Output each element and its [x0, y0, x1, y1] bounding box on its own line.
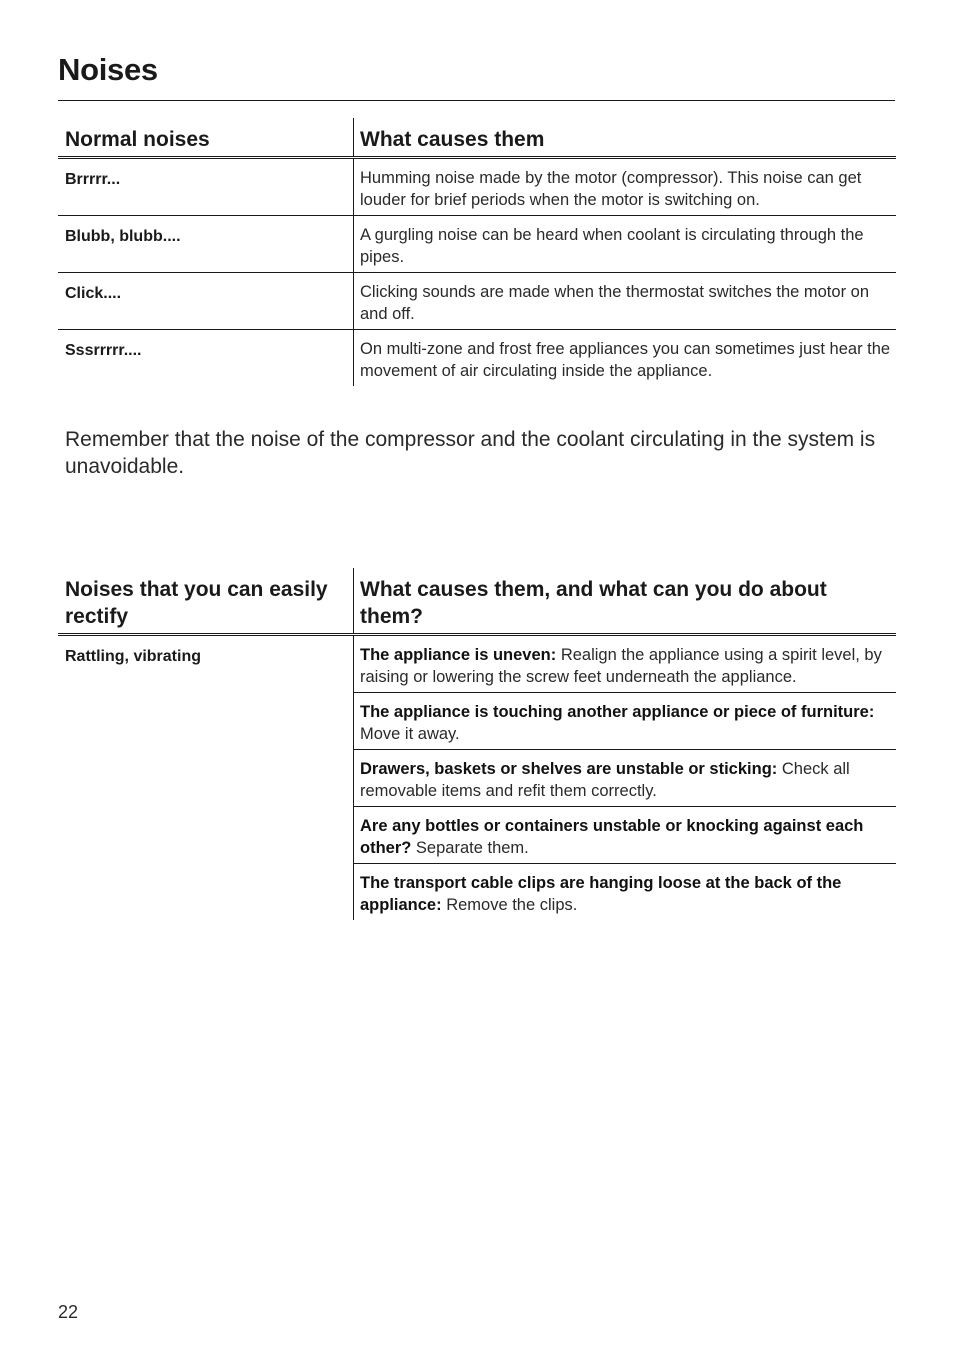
header-normal-noises: Normal noises — [65, 128, 210, 151]
table-row — [58, 272, 896, 329]
noise-name: Rattling, vibrating — [65, 648, 201, 665]
cause-title: Are any bottles or containers unstable or knocking against each other? — [360, 817, 864, 857]
header-noises-rectify: Noises that you can easily rectify — [65, 578, 328, 628]
causes-list — [353, 636, 896, 920]
cause-remedy: Check all removable items and refit them correctly. — [360, 760, 850, 800]
page-title: Noises — [58, 52, 158, 87]
noise-name: Blubb, blubb.... — [65, 228, 181, 245]
noise-cause: Humming noise made by the motor (compressor). This noise can get louder for brief periods when the motor is switching on. — [353, 159, 896, 215]
cause-item — [354, 749, 896, 806]
normal-noises-table — [58, 118, 896, 386]
noise-cause: On multi-zone and frost free appliances you can sometimes just hear the movement of air circulating inside the appliance. — [353, 330, 896, 386]
noise-name: Brrrrr... — [65, 171, 121, 188]
cause-remedy: Realign the appliance using a spirit level, by raising or lowering the screw feet underneath the appliance. — [360, 646, 882, 686]
cause-remedy: Move it away. — [360, 724, 460, 743]
noise-cause: Clicking sounds are made when the thermostat switches the motor on and off. — [353, 273, 896, 329]
header-causes-and-remedies: What causes them, and what can you do about them? — [353, 568, 896, 633]
normal-noises-header — [58, 118, 896, 159]
unavoidable-noise-note: Remember that the noise of the compressor and the coolant circulating in the system is unavoidable. — [65, 428, 876, 478]
table-row — [58, 636, 896, 920]
table-row — [58, 215, 896, 272]
rectify-noises-table — [58, 568, 896, 920]
cause-item — [354, 636, 896, 692]
rectify-noises-header — [58, 568, 896, 636]
cause-item — [354, 692, 896, 749]
table-row — [58, 329, 896, 386]
cause-remedy: Separate them. — [411, 838, 529, 857]
title-divider — [58, 100, 895, 101]
table-row — [58, 159, 896, 215]
header-what-causes-them: What causes them — [353, 118, 896, 156]
cause-title: The transport cable clips are hanging loose at the back of the appliance: — [360, 874, 842, 914]
cause-title: Drawers, baskets or shelves are unstable or sticking: — [360, 760, 778, 778]
cause-remedy: Remove the clips. — [441, 895, 578, 914]
cause-item — [354, 863, 896, 920]
noise-name: Click.... — [65, 285, 122, 302]
cause-item — [354, 806, 896, 863]
cause-title: The appliance is touching another appliance or piece of furniture: — [360, 703, 875, 721]
noise-name: Sssrrrrr.... — [65, 342, 142, 359]
cause-title: The appliance is uneven: — [360, 646, 557, 664]
noise-cause: A gurgling noise can be heard when coolant is circulating through the pipes. — [353, 216, 896, 272]
page-number: 22 — [58, 1302, 79, 1322]
